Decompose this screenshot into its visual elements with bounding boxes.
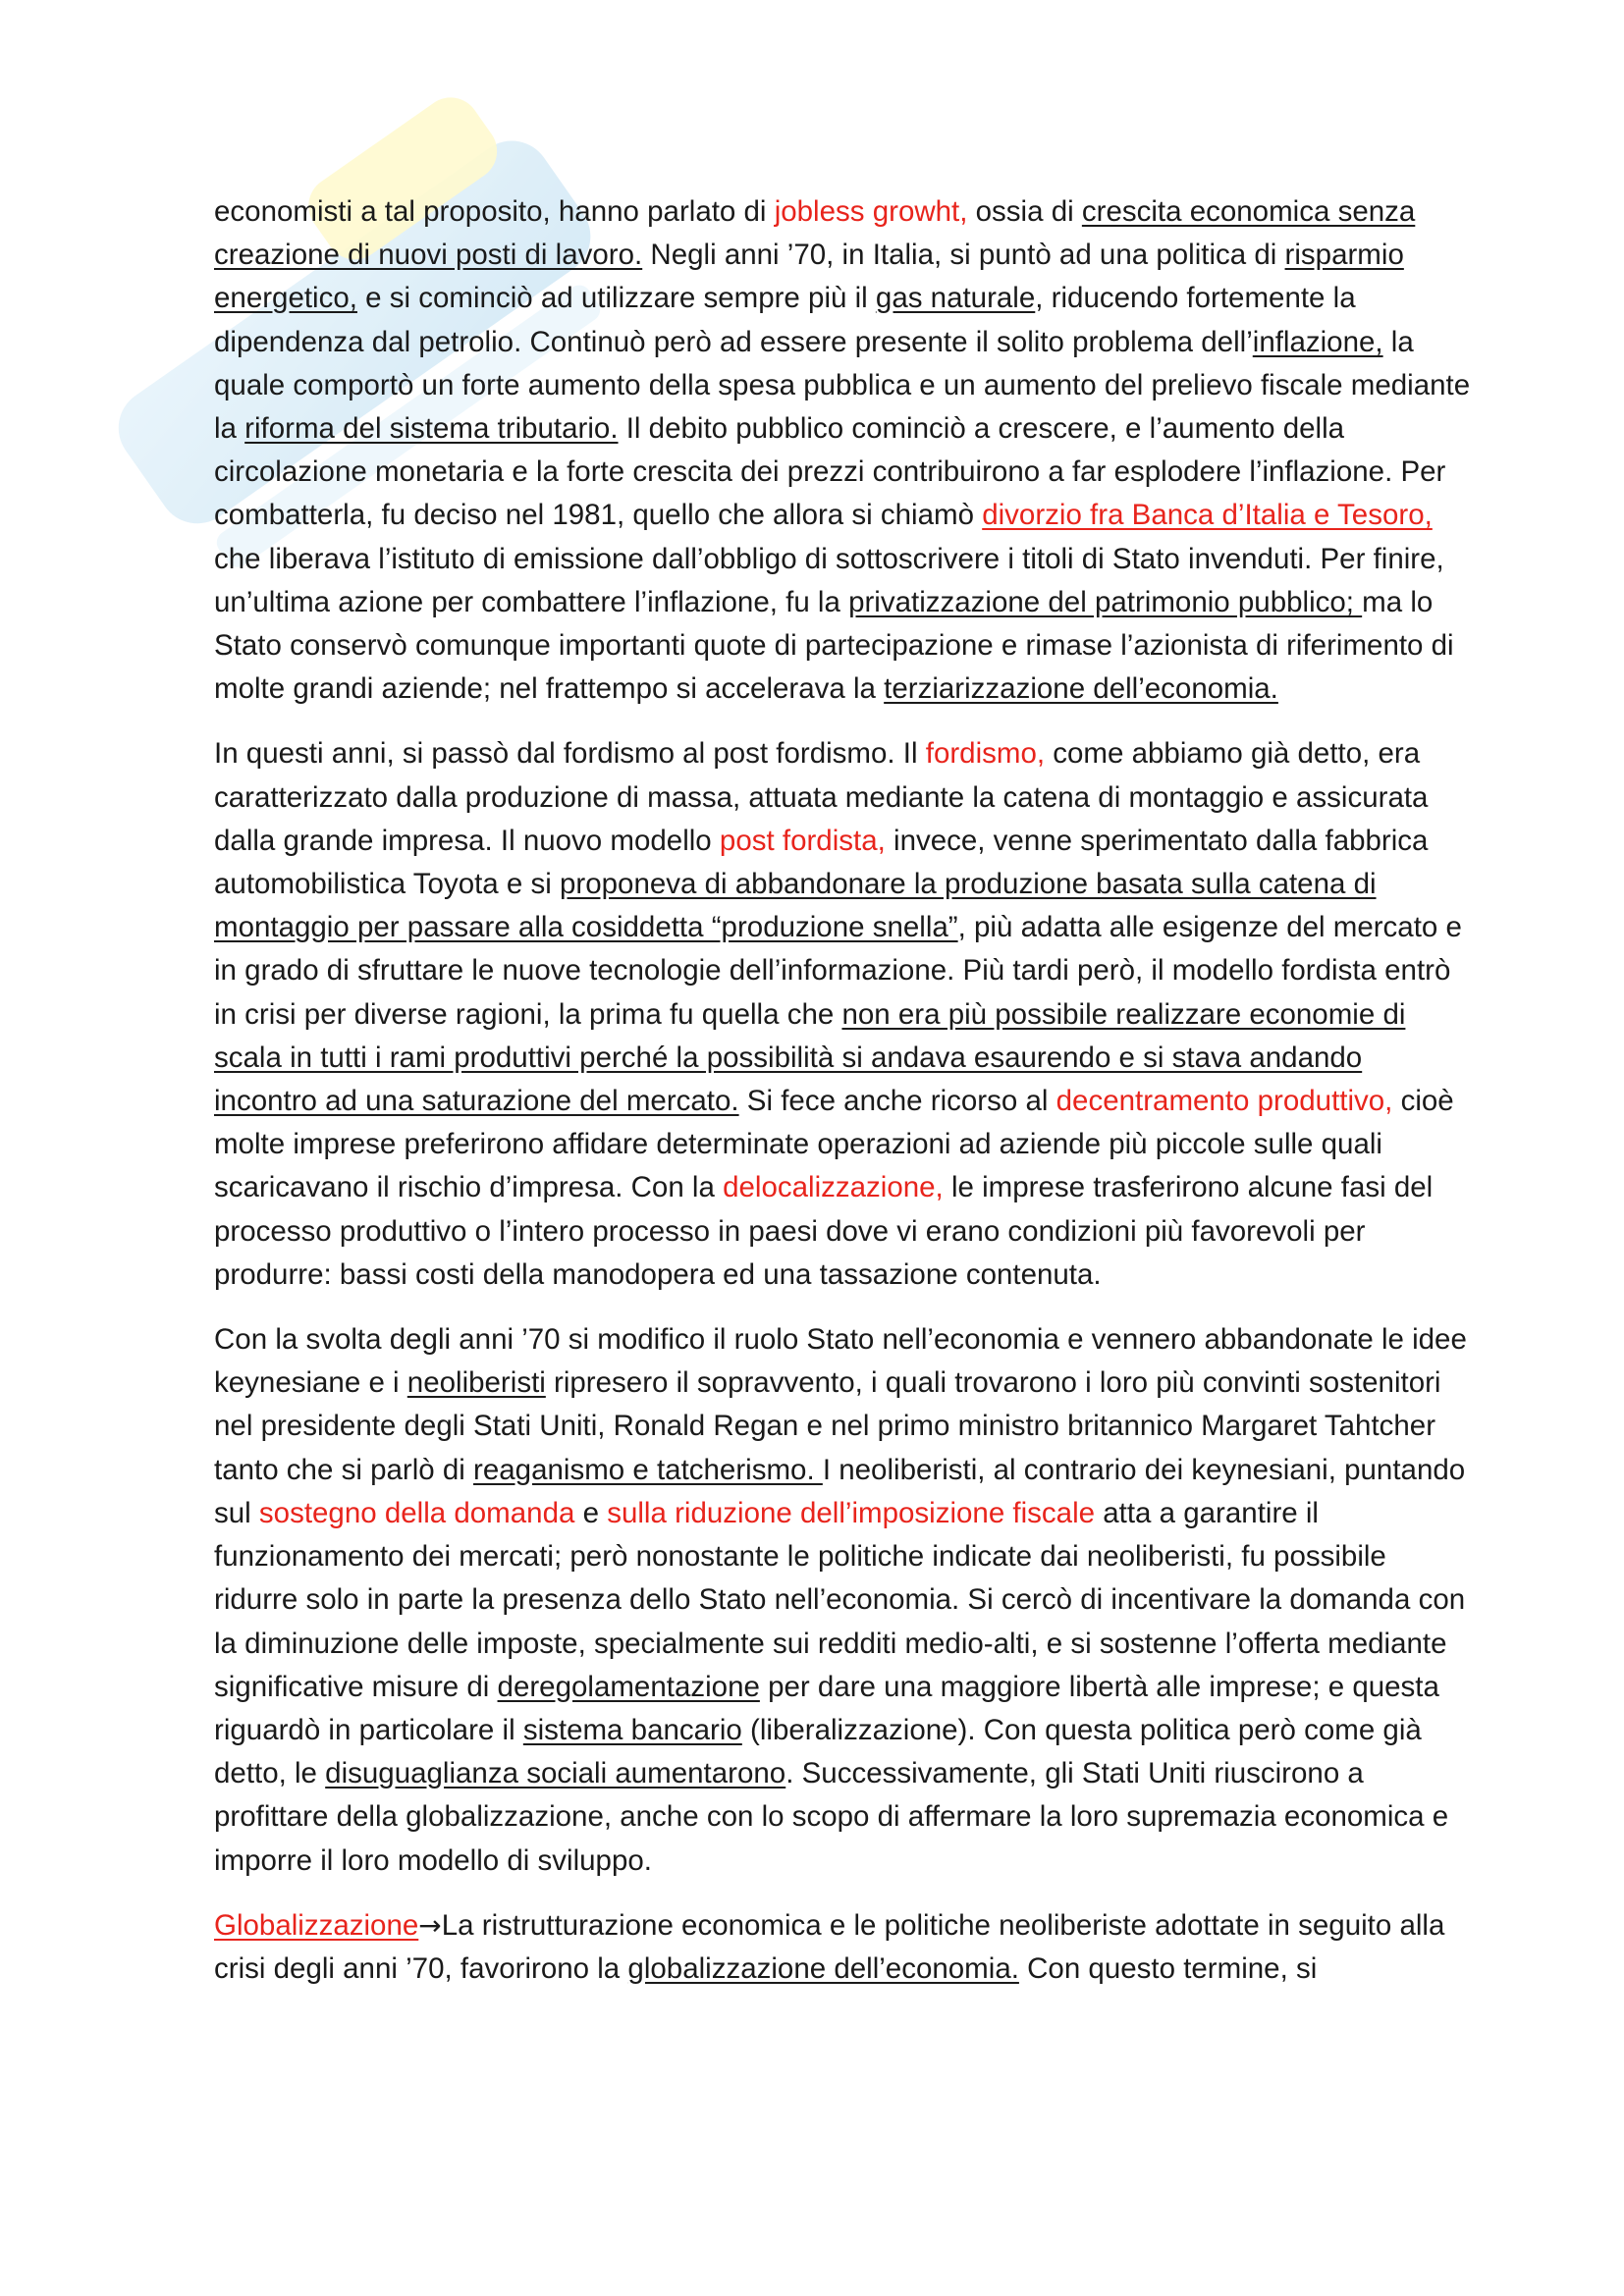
text-run: invece, venne sperimentato dalla fabbrica automobilistica Toyota e si [214,824,1429,901]
text-run: Si fece anche ricorso al [738,1085,1056,1118]
underlined-phrase: privatizzazione del patrimonio pubblico; [848,585,1363,618]
text-run: . Successivamente, gli Stati Uniti riuscirono a profittare della globalizzazione, anche con lo scopo di affermare la loro supremazia economica e imporre il loro modello di sviluppo. [214,1757,1449,1877]
text-run: ripresero il sopravvento, i quali trovarono i loro più convinti sostenitori nel presidente degli Stati Uniti, Ronald Regan e nel primo ministro britannico Margaret Tahtcher tanto che si parlò di [214,1366,1441,1486]
paragraph [214,1904,1473,1991]
text-run: (liberalizzazione). Con questa politica però come già detto, le [214,1713,1422,1790]
underlined-phrase: disuguaglianza sociali aumentarono [325,1757,786,1790]
underlined-phrase: riforma del sistema tributario. [244,412,619,446]
text-run: Il debito pubblico cominciò a crescere, e l’aumento della circolazione monetaria e la forte crescita dei prezzi contribuirono a far esplodere l’inflazione. Per combatterla, fu deciso nel 1981, quello che allora si chiamò [214,412,1446,532]
underlined-phrase: terziarizzazione dell’economia. [884,672,1278,706]
underlined-phrase: neoliberisti [406,1366,546,1400]
text-run: ossia di [967,195,1082,228]
underlined-phrase: inflazione, [1252,325,1383,358]
underlined-phrase: gas naturale [875,282,1036,315]
underlined-phrase: non era più possibile realizzare economie di scala in tutti i rami produttivi perché la possibilità si andava esaurendo e si stava andando incontro ad una saturazione del mercato. [214,997,1406,1118]
highlighted-term: sulla riduzione dell’imposizione fiscale [607,1496,1096,1529]
text-run: Con la svolta degli anni ’70 si modifico il ruolo Stato nell’economia e vennero abbandonate le idee keynesiane e i [214,1323,1467,1400]
text-run: e si cominciò ad utilizzare sempre più il [356,282,876,315]
underlined-phrase: crescita economica senza creazione di nuovi posti di lavoro. [214,195,1416,272]
text-run: La ristrutturazione economica e le politiche neoliberiste adottate in seguito alla crisi degli anni ’70, favorirono la [214,1908,1445,1985]
text-run: Negli anni ’70, in Italia, si puntò ad una politica di [642,239,1285,272]
arrow-icon: → [418,1908,442,1942]
text-run: le imprese trasferirono alcune fasi del processo produttivo o l’intero processo in paesi dove vi erano condizioni più favorevoli per produrre: bassi costi della manodopera ed una tassazione contenuta. [214,1171,1434,1291]
text-run: la quale comportò un forte aumento della spesa pubblica e un aumento del prelievo fiscale mediante la [214,325,1471,446]
text-run: che liberava l’istituto di emissione dall’obbligo di sottoscrivere i titoli di Stato invenduti. Per finire, un’ultima azione per combattere l’inflazione, fu la [214,542,1444,618]
text-run: economisti a tal proposito, hanno parlato di [214,195,775,228]
text-run: In questi anni, si passò dal fordismo al post fordismo. Il [214,737,926,771]
highlighted-term: delocalizzazione, [723,1171,944,1204]
paragraph [214,190,1473,711]
highlighted-term: decentramento produttivo, [1056,1085,1393,1118]
text-run: , più adatta alle esigenze del mercato e in grado di sfruttare le nuove tecnologie dell’informazione. Più tardi però, il modello fordista entrò in crisi per diverse ragioni, la prima fu quella che [214,911,1462,1031]
text-run: Con questo termine, si [1018,1951,1318,1985]
highlighted-term: sostegno della domanda [258,1496,575,1529]
text-run: atta a garantire il funzionamento dei mercati; però nonostante le politiche indicate dai neoliberisti, fu possibile ridurre solo in parte la presenza dello Stato nell’economia. Si cercò di incentivare la domanda con la diminuzione delle imposte, specialmente sui redditi medio-alti, e si sostenne l’offerta mediante significative misure di [214,1496,1466,1703]
text-run: come abbiamo già detto, era caratterizzato dalla produzione di massa, attuata mediante la catena di montaggio e assicurata dalla grande impresa. Il nuovo modello [214,737,1429,857]
paragraph [214,732,1473,1297]
underlined-phrase: deregolamentazione [497,1670,760,1703]
highlighted-term: Globalizzazione [214,1908,419,1942]
underlined-phrase: proponeva di abbandonare la produzione basata sulla catena di montaggio per passare alla cosiddetta “produzione snella” [214,868,1377,944]
highlighted-term: jobless growht, [774,195,968,228]
highlighted-term: fordismo, [925,737,1046,771]
text-run: per dare una maggiore libertà alle imprese; e questa riguardò in particolare il [214,1670,1439,1746]
underlined-phrase: globalizzazione dell’economia. [627,1951,1019,1985]
text-run: ma lo Stato conservò comunque importanti quote di partecipazione e rimase l’azionista di riferimento di molte grandi aziende; nel frattempo si accelerava la [214,585,1454,706]
underlined-phrase: risparmio energetico, [214,239,1404,315]
paragraph [214,1318,1473,1883]
document-body [214,190,1473,2012]
text-run: I neoliberisti, al contrario dei keynesiani, puntando sul [214,1453,1466,1529]
underlined-phrase: sistema bancario [522,1713,742,1746]
underlined-phrase: reaganismo e tatcherismo. [473,1453,823,1486]
highlighted-term: divorzio fra Banca d’Italia e Tesoro, [982,499,1433,532]
text-run: e [574,1496,608,1529]
text-run: , riducendo fortemente la dipendenza dal petrolio. Continuò però ad essere presente il solito problema dell’ [214,282,1356,358]
text-run: cioè molte imprese preferirono affidare determinate operazioni ad aziende più piccole sulle quali scaricavano il rischio d’impresa. Con la [214,1085,1454,1204]
highlighted-term: post fordista, [719,824,886,857]
